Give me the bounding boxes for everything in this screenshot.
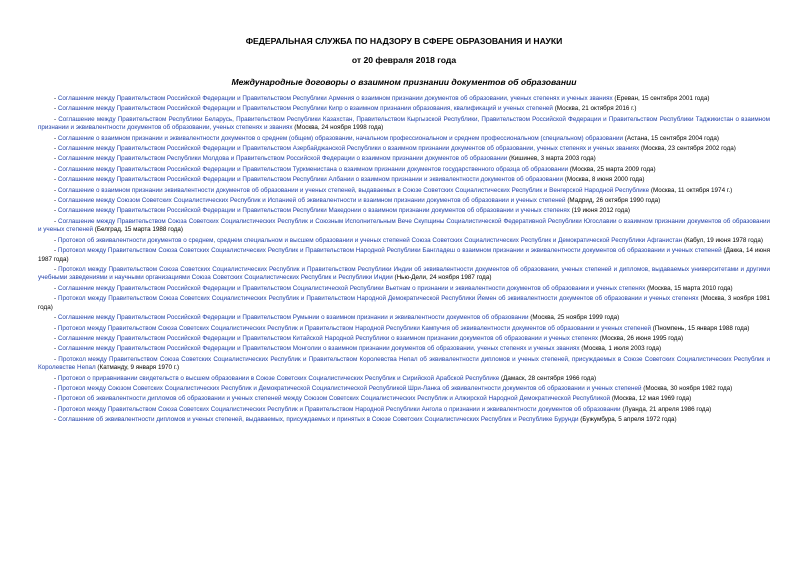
agreement-place-date: (Катманду, 9 января 1970 г.) <box>95 364 180 372</box>
list-dash: - <box>54 405 58 413</box>
agreement-place-date: (Москва, 3 ноября 1981 года) <box>38 295 770 311</box>
agreement-item <box>38 197 770 206</box>
agreement-place-date: (Белград, 15 марта 1988 года) <box>92 226 183 234</box>
agreement-link[interactable]: Соглашение между Правительством Республики Молдова и Правительством Российской Федерации о взаимном признании документов об образовании <box>57 155 508 163</box>
agreement-place-date: (Москва, 15 марта 2010 года) <box>645 284 733 292</box>
list-dash: - <box>54 295 59 303</box>
agreement-item <box>38 375 770 384</box>
agreement-link[interactable]: Соглашение между Правительством Российской Федерации и Правительством Республики Македонии о взаимном признании документов об образовании и ученых степенях <box>57 207 570 215</box>
agreement-item <box>38 155 770 164</box>
agreement-place-date: (Москва, 25 марта 2009 года) <box>568 165 656 173</box>
list-dash: - <box>54 384 58 392</box>
agreement-place-date: (Москва, 26 июня 1995 года) <box>598 334 684 342</box>
agreement-item <box>38 385 770 394</box>
agreement-item <box>38 247 770 264</box>
list-dash: - <box>54 416 58 424</box>
agreement-item <box>38 95 770 104</box>
agreement-link[interactable]: Соглашение между Правительством Российской Федерации и Правительством Республики Армения о взаимном признании документов об образовании, ученых степенях и ученых званиях <box>57 95 613 102</box>
agreement-place-date: (Кишинев, 3 марта 2003 года) <box>507 155 596 163</box>
list-dash: - <box>54 395 58 403</box>
agreement-place-date: (Москва, 21 октября 2016 г.) <box>552 105 637 113</box>
list-dash: - <box>54 105 58 113</box>
agreement-link[interactable]: Протокол между Правительством Союза Советских Социалистических Республик и Правительством Народной Республики Ангола о признании и эквивалентности документов об образовании <box>57 405 621 413</box>
list-dash: - <box>54 186 58 194</box>
agreement-item <box>38 176 770 185</box>
agreement-place-date: (Нью-Дели, 24 ноября 1987 года) <box>392 274 492 282</box>
agreement-item <box>38 105 770 114</box>
document-subtitle: Международные договоры о взаимном признании документов об образовании <box>231 77 577 87</box>
agreement-link[interactable]: Соглашение между Правительством Российской Федерации и Правительством Румынии о взаимном признании и эквивалентности документов об образовании <box>57 314 529 322</box>
list-dash: - <box>54 134 58 142</box>
list-dash: - <box>54 236 58 244</box>
list-dash: - <box>54 115 59 123</box>
agreement-item <box>38 395 770 404</box>
agreement-item <box>38 335 770 344</box>
agreement-item <box>38 218 770 235</box>
list-dash: - <box>54 165 58 173</box>
agreement-item <box>38 356 770 373</box>
document-page <box>38 36 770 427</box>
agreement-place-date: (Пномпень, 15 января 1988 года) <box>650 324 750 332</box>
list-dash: - <box>54 374 58 382</box>
agreement-place-date: (Москва, 1 июля 2003 года) <box>579 345 662 353</box>
agreement-item <box>38 266 770 283</box>
list-dash: - <box>54 314 58 322</box>
agreement-link[interactable]: Соглашение между Правительством Союза Советских Социалистических Республик и Союзным Исполнительным Вече Скупщины Социалистической Федеративной Республики Югославии о взаимном признании документов об образовании и ученых степеней <box>38 217 770 234</box>
agreement-item <box>38 345 770 354</box>
agreement-place-date: (Москва, 25 ноября 1999 года) <box>528 314 620 322</box>
agreement-link[interactable]: Соглашение между Правительством Российской Федерации и Правительством Социалистической Республики Вьетнам о признании и эквивалентности документов об образовании и ученых степенях <box>57 284 646 292</box>
list-dash: - <box>54 247 58 255</box>
agreement-item <box>38 325 770 334</box>
agreement-place-date: (19 июня 2012 года) <box>569 207 630 215</box>
agreement-link[interactable]: Протокол между Союзом Советских Социалистических Республик и Демократической Социалистической Республикой Шри-Ланка об эквивалентности документов об образовании и ученых степеней <box>57 384 642 392</box>
document-title: ФЕДЕРАЛЬНАЯ СЛУЖБА ПО НАДЗОРУ В СФЕРЕ ОБРАЗОВАНИЯ И НАУКИ <box>245 36 563 46</box>
agreement-link[interactable]: Протокол между Правительством Союза Советских Социалистических Республик и Правительством Народной Республики Кампучия об эквивалентности документов об образовании и ученых степеней <box>57 324 651 332</box>
list-dash: - <box>54 95 58 102</box>
agreement-item <box>38 285 770 294</box>
agreement-item <box>38 207 770 216</box>
agreement-link[interactable]: Соглашение между Правительством Российской Федерации и Правительством Туркменистана о взаимном признании документов государственного образца об образовании <box>57 165 569 173</box>
agreement-link[interactable]: Соглашение между Правительством Российской Федерации и Правительством Республики Кипр о взаимном признании образования, квалификаций и ученых степеней <box>57 105 553 113</box>
agreement-link[interactable]: Соглашение между Правительством Республики Беларусь, Правительством Республики Казахстан, Правительством Кыргызской Республики, Правительством Российской Федерации и Правительством Республики Таджикистан о взаимном признании и эквивалентности документов об образовании, ученых степенях и званиях <box>38 115 770 132</box>
agreement-place-date: (Кабул, 19 июня 1978 года) <box>682 236 763 244</box>
agreement-link[interactable]: Соглашение между Правительством Российской Федерации и Правительством Монголии о взаимном признании документов об образовании, ученых степенях и ученых званиях <box>57 345 580 353</box>
list-dash: - <box>54 345 58 353</box>
list-dash: - <box>54 265 59 273</box>
agreement-link[interactable]: Соглашение о взаимном признании эквивалентности документов об образовании и ученых степеней, выдаваемых в Союзе Советских Социалистических Республик и Венгерской Народной Республике <box>57 186 650 194</box>
list-dash: - <box>54 176 58 184</box>
list-dash: - <box>54 197 58 205</box>
agreement-place-date: (Ереван, 15 сентября 2001 года) <box>612 95 710 102</box>
agreement-item <box>38 187 770 196</box>
agreement-link[interactable]: Протокол о приравнивании свидетельств о высшем образовании в Союзе Советских Социалистических Республик и Сирийской Арабской Республике <box>57 374 500 382</box>
agreement-item <box>38 145 770 154</box>
agreement-link[interactable]: Протокол об эквивалентности дипломов об образовании и ученых степеней между Союзом Советских Социалистических Республик и Алжирской Народной Демократической Республикой <box>57 395 611 403</box>
agreement-item <box>38 116 770 133</box>
agreement-place-date: (Москва, 11 октября 1974 г.) <box>649 186 733 194</box>
list-dash: - <box>54 334 58 342</box>
agreement-place-date: (Дамаск, 28 сентября 1966 года) <box>499 374 597 382</box>
agreement-item <box>38 416 770 425</box>
agreement-item <box>38 295 770 312</box>
agreement-link[interactable]: Соглашение между Правительством Российской Федерации и Правительством Азербайджанской Республики о взаимном признании документов об образовании, ученых степенях и ученых званиях <box>57 145 640 153</box>
agreement-link[interactable]: Соглашение между Правительством Российской Федерации и Правительством Республики Албании о взаимном признании и эквивалентности документов об образовании <box>57 176 563 184</box>
agreement-place-date: (Мадрид, 26 октября 1990 года) <box>565 197 661 205</box>
agreement-item <box>38 406 770 415</box>
agreement-place-date: (Дакка, 14 июня 1987 года) <box>38 247 770 263</box>
agreement-place-date: (Москва, 12 мая 1969 года) <box>610 395 692 403</box>
list-dash: - <box>54 284 58 292</box>
agreement-place-date: (Бужумбура, 5 апреля 1972 года) <box>578 416 677 424</box>
agreement-link[interactable]: Протокол между Правительством Союза Советских Социалистических Республик и Правительством Республики Индии об эквивалентности документов об образовании, ученых степеней и дипломов, выдаваемых университетами и другими учебными заведениями и научными организациями Союза Советских Социалистических Республик и Республики Индии <box>38 265 770 282</box>
agreement-link[interactable]: Соглашение об эквивалентности дипломов и ученых степеней, выдаваемых, присуждаемых и принятых в Союзе Советских Социалистических Республик и Республике Бурунди <box>57 416 579 424</box>
agreement-list <box>38 95 770 425</box>
list-dash: - <box>54 355 59 363</box>
agreement-place-date: (Луанда, 21 апреля 1986 года) <box>620 405 712 413</box>
agreement-link[interactable]: Протокол между Правительством Союза Советских Социалистических Республик и Правительством Народной Демократической Республики Йемен об эквивалентности документов об образовании и ученых степенях <box>58 295 699 303</box>
agreement-link[interactable]: Протокол между Правительством Союза Советских Социалистических Республик и Правительством Народной Республики Бангладеш о взаимном признании и эквивалентности документов об образовании и ученых степеней <box>57 247 722 255</box>
list-dash: - <box>54 155 58 163</box>
agreement-place-date: (Москва, 23 сентября 2002 года) <box>639 145 736 153</box>
list-dash: - <box>54 217 59 225</box>
agreement-link[interactable]: Протокол об эквивалентности документов о среднем, среднем специальном и высшем образовании и ученых степеней Союза Советских Социалистических Республик и Демократической Республики Афганистан <box>57 236 683 244</box>
agreement-place-date: (Астана, 15 сентября 2004 года) <box>623 134 719 142</box>
agreement-place-date: (Москва, 8 июня 2000 года) <box>562 176 645 184</box>
list-dash: - <box>54 207 58 215</box>
list-dash: - <box>54 324 58 332</box>
agreement-item <box>38 314 770 323</box>
agreement-link[interactable]: Протокол между Правительством Союза Советских Социалистических Республик и Правительством Королевства Непал об эквивалентности дипломов и ученых степеней, присуждаемых в Союзе Советских Социалистических Республик и Королевстве Непал <box>38 355 770 372</box>
list-dash: - <box>54 145 58 153</box>
agreement-link[interactable]: Соглашение между Правительством Российской Федерации и Правительством Китайской Народной Республики о взаимном признании документов об образовании и ученых степенях <box>57 334 599 342</box>
agreement-link[interactable]: Соглашение между Союзом Советских Социалистических Республик и Испанией об эквивалентности и взаимном признании документов об образовании и ученых степеней <box>57 197 566 205</box>
agreement-link[interactable]: Соглашение о взаимном признании и эквивалентности документов о среднем (общем) образовании, начальном профессиональном и среднем профессиональном (специальном) образовании <box>57 134 624 142</box>
document-date: от 20 февраля 2018 года <box>351 55 457 65</box>
agreement-item <box>38 237 770 246</box>
agreement-item <box>38 135 770 144</box>
agreement-place-date: (Москва, 30 ноября 1982 года) <box>641 384 733 392</box>
agreement-place-date: (Москва, 24 ноября 1998 года) <box>292 124 384 132</box>
agreement-item <box>38 166 770 175</box>
